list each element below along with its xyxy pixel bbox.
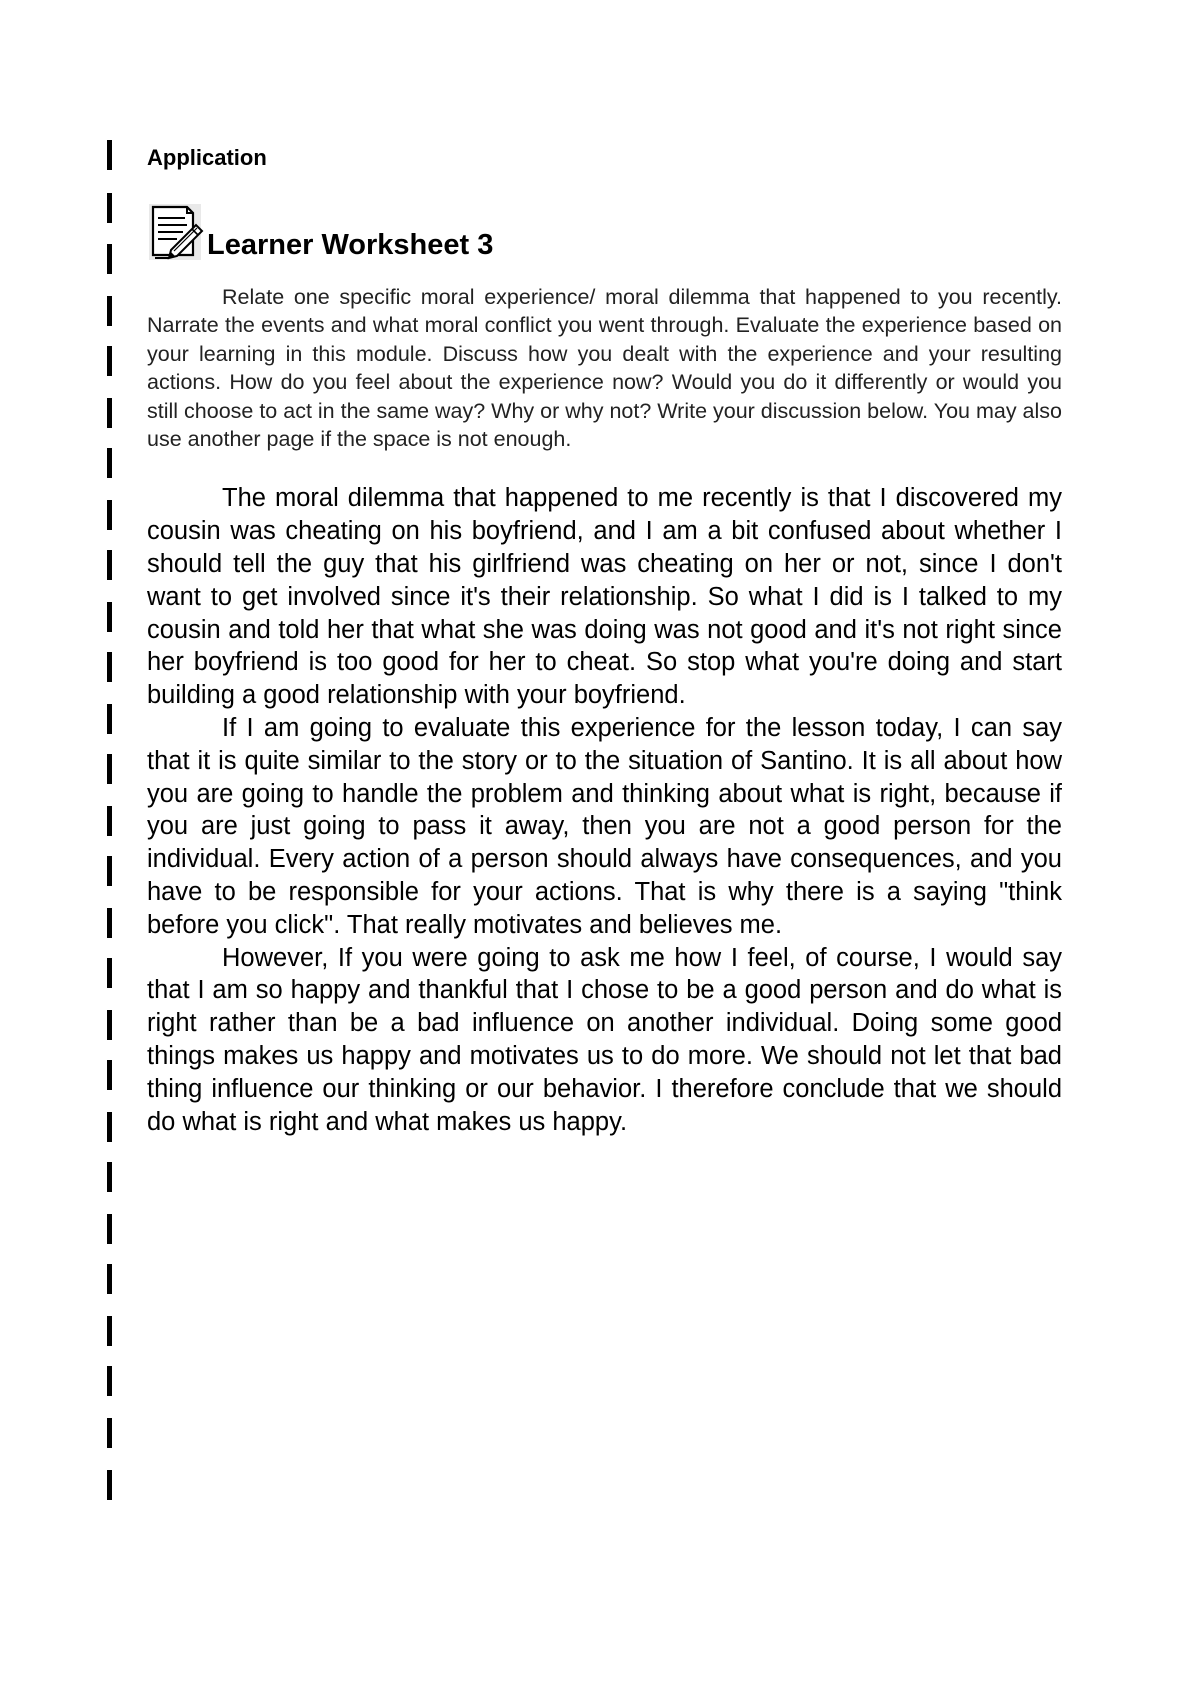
cut-mark: [107, 296, 112, 326]
cut-mark: [107, 244, 112, 274]
worksheet-pencil-icon: [147, 201, 205, 263]
section-label: Application: [147, 145, 267, 170]
cut-mark: [107, 1010, 112, 1040]
cut-mark: [107, 346, 112, 376]
cut-mark: [107, 652, 112, 682]
cut-mark: [107, 1470, 112, 1500]
cut-mark: [107, 550, 112, 580]
cut-mark: [107, 1418, 112, 1448]
cut-mark: [107, 704, 112, 734]
cut-mark: [107, 806, 112, 836]
answer-paragraph: However, If you were going to ask me how I feel, of course, I would say that I am so happy and thankful that I chose to be a good person and do what is right rather than be a bad influence on another individual. Doing some good things makes us happy and motivates us to do more. We should not let that bad thing influence our thinking or our behavior. I therefore conclude that we should do what is right and what makes us happy.: [147, 943, 1062, 1136]
binding-cut-marks: [107, 140, 113, 1540]
cut-mark: [107, 1264, 112, 1294]
cut-mark: [107, 856, 112, 886]
cut-mark: [107, 1162, 112, 1192]
worksheet-header: [147, 193, 1062, 263]
worksheet-title: Learner Worksheet 3: [207, 229, 494, 261]
cut-mark: [107, 1214, 112, 1244]
cut-mark: [107, 958, 112, 988]
cut-mark: [107, 500, 112, 530]
cut-mark: [107, 448, 112, 478]
cut-mark: [107, 140, 112, 170]
cut-mark: [107, 193, 112, 223]
answer-paragraph: If I am going to evaluate this experience for the lesson today, I can say that it is quite similar to the story or to the situation of Santino. It is all about how you are going to handle the problem and thinking about what is right, because if you are just going to pass it away, then you are not a good person for the individual. Every action of a person should always have consequences, and you have to be responsible for your actions. That is why there is a saying "think before you click". That really motivates and believes me.: [147, 714, 1062, 939]
instructions-text: Relate one specific moral experience/ moral dilemma that happened to you recently. Narrate the events and what moral conflict you went through. Evaluate the experience based on your learning in this module. Discuss how you dealt with the experience and your resulting actions. How do you feel about the experience now? Would you do it differently or would you still choose to act in the same way? Why or why not? Write your discussion below. You may also use another page if the space is not enough.: [147, 285, 1062, 452]
worksheet-content: [147, 145, 1062, 1138]
answer-body: [147, 482, 1062, 1138]
cut-mark: [107, 398, 112, 428]
answer-paragraph: The moral dilemma that happened to me recently is that I discovered my cousin was cheating on his boyfriend, and I am a bit confused about whether I should tell the guy that his girlfriend was cheating on her or not, since I don't want to get involved since it's their relationship. So what I did is I talked to my cousin and told her that what she was doing was not good and it's not right since her boyfriend is too good for her to cheat. So stop what you're doing and start building a good relationship with your boyfriend.: [147, 484, 1062, 710]
cut-mark: [107, 1060, 112, 1090]
cut-mark: [107, 754, 112, 784]
cut-mark: [107, 602, 112, 632]
cut-mark: [107, 1366, 112, 1396]
cut-mark: [107, 1112, 112, 1142]
cut-mark: [107, 1316, 112, 1346]
cut-mark: [107, 908, 112, 938]
